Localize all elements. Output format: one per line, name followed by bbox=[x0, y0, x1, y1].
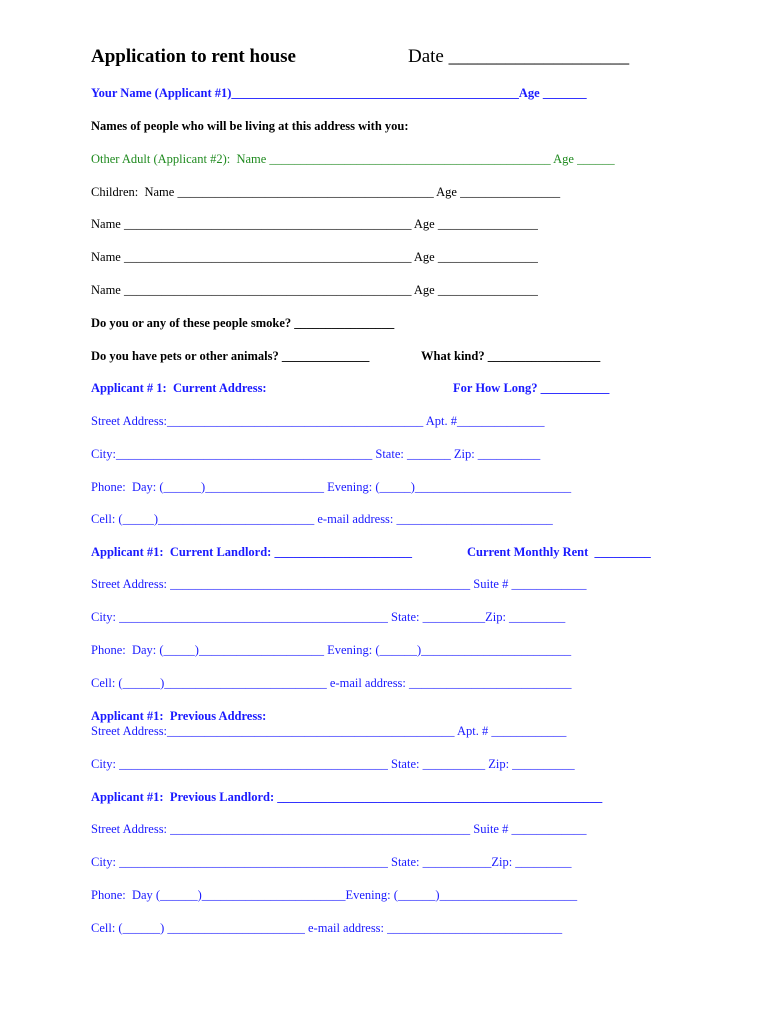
child-name-field-3[interactable]: Name ______________________________________________ Age ________________ bbox=[91, 250, 538, 264]
smoke-question-field[interactable]: Do you or any of these people smoke? ________________ bbox=[91, 316, 395, 330]
current-street-field[interactable]: Street Address:_________________________________________ Apt. #______________ bbox=[91, 414, 545, 428]
current-city-field[interactable]: City:_________________________________________ State: _______ Zip: __________ bbox=[91, 447, 541, 461]
current-rent-field[interactable]: Current Monthly Rent _________ bbox=[467, 545, 651, 559]
child-name-field-4[interactable]: Name ______________________________________________ Age ________________ bbox=[91, 283, 538, 297]
form-title: Application to rent house bbox=[91, 46, 296, 67]
applicant2-name-field[interactable]: Other Adult (Applicant #2): Name _____________________________________________ Age ______ bbox=[91, 152, 615, 166]
pets-kind-field[interactable]: What kind? __________________ bbox=[421, 349, 601, 363]
landlord-phone-field[interactable]: Phone: Day: (_____)____________________ Evening: (______)________________________ bbox=[91, 643, 572, 657]
landlord-street-field[interactable]: Street Address: ________________________________________________ Suite # ____________ bbox=[91, 577, 587, 591]
date-field[interactable]: Date ___________________ bbox=[408, 46, 630, 67]
child-name-field-2[interactable]: Name ______________________________________________ Age ________________ bbox=[91, 217, 538, 231]
landlord-cell-field[interactable]: Cell: (______)__________________________ e-mail address: __________________________ bbox=[91, 676, 572, 690]
prev-landlord-city-field[interactable]: City: ___________________________________________ State: ___________Zip: _________ bbox=[91, 855, 572, 869]
previous-street-field[interactable]: Street Address:______________________________________________ Apt. # ____________ bbox=[91, 724, 567, 738]
prev-landlord-cell-field[interactable]: Cell: (______) ______________________ e-mail address: ____________________________ bbox=[91, 921, 563, 935]
applicant1-name-field[interactable]: Your Name (Applicant #1)______________________________________________Age _______ bbox=[91, 86, 587, 100]
previous-address-heading: Applicant #1: Previous Address: bbox=[91, 709, 267, 723]
previous-city-field[interactable]: City: ___________________________________________ State: __________ Zip: __________ bbox=[91, 757, 575, 771]
prev-landlord-street-field[interactable]: Street Address: ________________________________________________ Suite # ____________ bbox=[91, 822, 587, 836]
current-landlord-field[interactable]: Applicant #1: Current Landlord: ______________________ bbox=[91, 545, 412, 559]
landlord-city-field[interactable]: City: ___________________________________________ State: __________Zip: _________ bbox=[91, 610, 566, 624]
household-heading: Names of people who will be living at this address with you: bbox=[91, 119, 409, 133]
pets-question-field[interactable]: Do you have pets or other animals? ______________ bbox=[91, 349, 370, 363]
child-name-field-1[interactable]: Children: Name _________________________________________ Age ________________ bbox=[91, 185, 561, 199]
current-cell-field[interactable]: Cell: (_____)_________________________ e-mail address: _________________________ bbox=[91, 512, 553, 526]
current-phone-field[interactable]: Phone: Day: (______)___________________ Evening: (_____)_________________________ bbox=[91, 480, 572, 494]
current-address-heading: Applicant # 1: Current Address: bbox=[91, 381, 267, 395]
prev-landlord-phone-field[interactable]: Phone: Day (______)_______________________Evening: (______)______________________ bbox=[91, 888, 578, 902]
previous-landlord-field[interactable]: Applicant #1: Previous Landlord: ____________________________________________________ bbox=[91, 790, 603, 804]
how-long-field[interactable]: For How Long? ___________ bbox=[453, 381, 610, 395]
